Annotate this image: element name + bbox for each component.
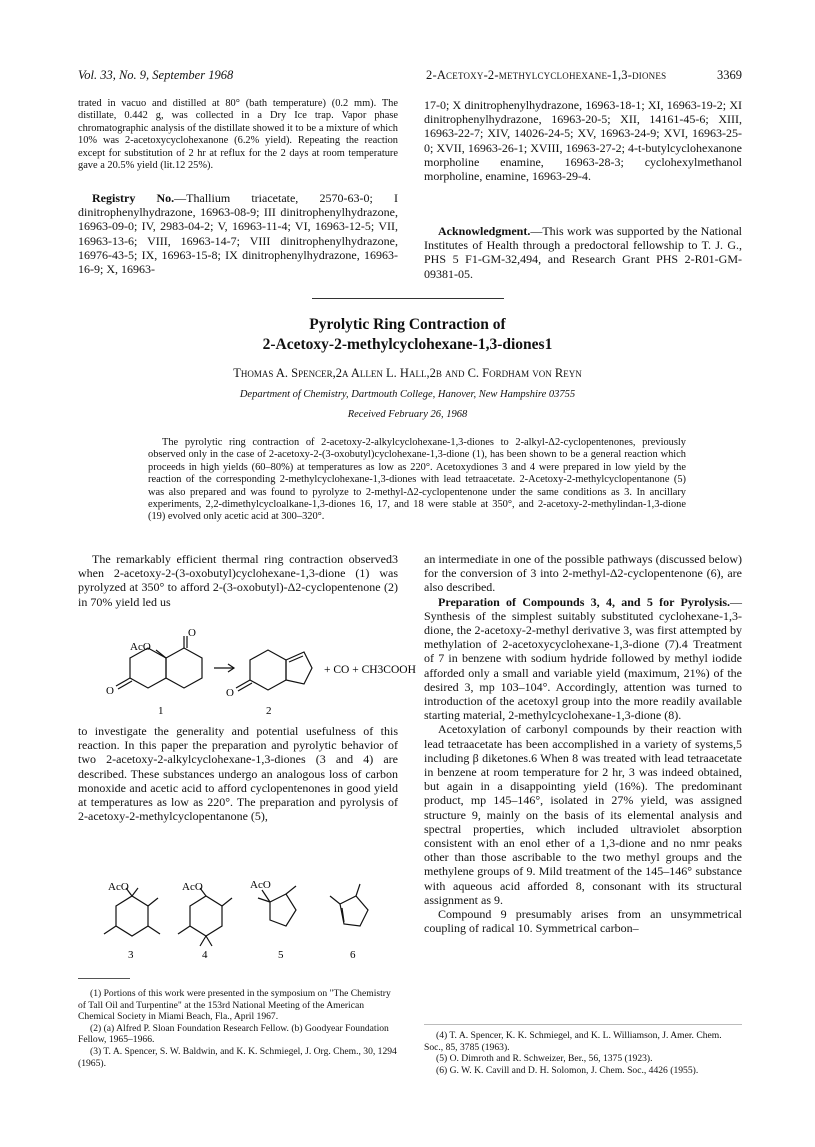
compound-label-2: 2 [266, 705, 272, 717]
scheme1-o-label-2: O [106, 685, 114, 697]
prev-article-text [78, 98, 398, 172]
scheme1-reagents: + CO + CH3COOH [324, 664, 416, 676]
reaction-scheme-2 [90, 880, 390, 960]
body-left-paragraph-2: to investigate the generality and potential usefulness of this reaction. In this paper the preparation and pyrolytic behavior of two 2-acetoxy-2-alkylcyclohexane-1,3-diones (3 and 4) are described. These substances undergo an analogous loss of carbon monoxide and acetic acid to afford cyclopentenones in good yield at temperatures as low as 220°. The preparation and pyrolysis of 2-acetoxy-2-methylcyclopentanone (5), [78, 724, 398, 824]
compound4-aco: AcO [182, 881, 203, 893]
compound-label-3: 3 [128, 949, 134, 961]
registry-continued [424, 98, 742, 183]
compound-label-1: 1 [158, 705, 164, 717]
compound5-aco: AcO [250, 879, 271, 891]
footnote-5: (5) O. Dimroth and R. Schweizer, Ber., 56, 1375 (1923). [436, 1053, 653, 1065]
scheme1-o-label: O [188, 627, 196, 639]
footnotes-left [78, 988, 398, 1069]
footnotes-right [424, 1030, 742, 1076]
acknowledgment-text: —This work was supported by the National Institutes of Health through a predoctoral fellowship to T. J. G., PHS 5 F1-GM-32,494, and Research Grant PHS 2-R01-GM-09381-05. [424, 224, 742, 281]
running-header-title: 2-Acetoxy-2-methylcyclohexane-1,3-diones [426, 68, 667, 82]
footnote-rule-right [424, 1024, 742, 1025]
scheme1-aco-label: AcO [130, 641, 151, 653]
compound3-aco: AcO [108, 881, 129, 893]
reaction-scheme-1 [90, 627, 416, 718]
body-right-paragraph-4: Compound 9 presumably arises from an unsymmetrical coupling of radical 10. Symmetrical carbon– [424, 907, 742, 936]
registry-text: —Thallium triacetate, 2570-63-0; I dinitrophenylhydrazone, 16963-08-9; III dinitrophenylhydrazone, 16963-09-0; IV, 2983-04-2; V, 16963-11-4; VI, 16963-12-5; VII, 16963-13-6; VIII, 16963-14-7; VIII dinitrophenylhydrazone, 16976-43-5; IX, 16963-15-8; IX dinitrophenylhydrazone, 16963-16-9; X, 16963- [78, 191, 398, 277]
abstract-text: The pyrolytic ring contraction of 2-acetoxy-2-alkylcyclohexane-1,3-diones to 2-alkyl-Δ2-cyclopentenones, previously observed only in the case of 2-acetoxy-2-(3-oxobutyl)cyclohexane-1,3-dione (1), has been shown to be a general reaction which proceeds in high yields (60–80%) at temperatures as low as 220°. Acetoxydiones 3 and 4 were prepared in low yield by the reaction of the corresponding 2-methylcyclohexane-1,3-diones with lead tetraacetate. 2-Acetoxy-2-methylcyclopentanone (5) was also prepared and was found to pyrolyze to 2-methyl-Δ2-cyclopentenone under the same conditions as 3. In ancillary experiments, 2,2-dimethylcycloalkane-1,3-diones 16, 17, and 18 were stable at 350°, and 2-acetoxy-2-methylindan-1,3-dione (19) evolved only acetic acid at 300–320°. [148, 437, 686, 523]
footnote-3: (3) T. A. Spencer, S. W. Baldwin, and K. K. Schmiegel, J. Org. Chem., 30, 1294 (1965). [78, 1045, 397, 1069]
compound-label-4: 4 [202, 949, 208, 961]
article-title-line2: 2-Acetoxy-2-methylcyclohexane-1,3-diones1 [262, 336, 553, 353]
section-text: —Synthesis of the simplest suitably substituted cyclohexane-1,3-dione, the 2-acetoxy-2-methyl derivative 3, was first attempted by methylation of 2-acetoxycyclohexane-1,3-dione (7).4 Treatment of 7 in benzene with sodium hydride followed by methyl iodide afforded only a small and variable yield (maximum, 21%) of the desired 3, mp 103–104°. Accordingly, attention was turned to introduction of the acetoxyl group into the more readily available starting material, 2-methylcyclohexane-1,3-dione (8). [424, 594, 742, 723]
registry-block [78, 191, 398, 276]
footnote-rule [78, 978, 130, 979]
article-authors: Thomas A. Spencer,2a Allen L. Hall,2b and C. Fordham von Reyn [233, 366, 582, 380]
prev-article-paragraph: trated in vacuo and distilled at 80° (bath temperature) (0.2 mm). The distillate, 0.442 g, was collected in a Dry Ice trap. Vapor phase chromatographic analysis of the distillate showed it to be a mixture of which 10% was 2-acetoxycyclohexanone (6.2% yield). Repeating the reaction except for substitution of 2 hr at reflux for the 2 days at room temperature gave a 20.5% yield (lit.12 25%). [78, 98, 398, 172]
running-header-left: Vol. 33, No. 9, September 1968 [78, 68, 234, 82]
body-right-paragraph-3: Acetoxylation of carbonyl compounds by their reaction with lead tetraacetate has been accomplished in a variety of systems,5 including β diketones.6 When 8 was treated with lead tetraacetate in benzene at room temperature for 2 hr, 3 was indeed obtained, but again in a disappointing yield (16%). The predominant product, mp 145–146°, isolated in 27% yield, was assigned structure 9, mainly on the basis of its elemental analysis and spectral properties, which included ultraviolet absorption consistent with an enol ether of a 1,3-dione and no nmr peaks other than those ascribable to the two methyl groups and the methylene groups of 9. Mild treatment of the 145–146° substance with aqueous acid afforded 8, consonant with its structural assignment as 9. [424, 722, 742, 907]
running-header-right [426, 68, 742, 83]
page-number: 3369 [717, 68, 742, 82]
compound-label-5: 5 [278, 949, 284, 961]
abstract [148, 437, 686, 524]
body-right [424, 552, 742, 935]
section-heading: Preparation of Compounds 3, 4, and 5 for Pyrolysis. [438, 594, 730, 609]
article-separator [312, 298, 504, 299]
compound-label-6: 6 [350, 949, 356, 961]
body-left-continued [78, 724, 398, 823]
acknowledgment-label: Acknowledgment. [438, 224, 531, 238]
body-left-paragraph-1: The remarkably efficient thermal ring contraction observed3 when 2-acetoxy-2-(3-oxobutyl)cyclohexane-1,3-dione (1) was pyrolyzed at 350° to afford 2-(3-oxobutyl)-Δ2-cyclopentenone (2) in 70% yield led us [78, 552, 398, 609]
scheme2-o-label: O [226, 687, 234, 699]
footnote-1: (1) Portions of this work were presented in the symposium on "The Chemistry of Tall Oil and Turpentine" at the 153rd National Meeting of the American Chemical Society in Miami Beach, Fla., April 1967. [78, 988, 391, 1023]
body-right-paragraph-1: an intermediate in one of the possible pathways (discussed below) for the conversion of 3 into 2-methyl-Δ2-cyclopentenone (6), are also described. [424, 552, 742, 595]
footnote-2: (2) (a) Alfred P. Sloan Foundation Research Fellow. (b) Goodyear Foundation Fellow, 1965–1966. [78, 1022, 389, 1046]
body-left-intro [78, 552, 398, 609]
acknowledgment-block [424, 224, 742, 281]
article-affiliation: Department of Chemistry, Dartmouth College, Hanover, New Hampshire 03755 [239, 389, 576, 400]
article-received: Received February 26, 1968 [347, 409, 468, 420]
footnote-6: (6) G. W. K. Cavill and D. H. Solomon, J. Chem. Soc., 4426 (1955). [436, 1064, 699, 1076]
article-title [0, 315, 815, 355]
article-title-line1: Pyrolytic Ring Contraction of [309, 316, 506, 333]
registry-label: Registry No. [92, 191, 175, 205]
registry-continued-text: 17-0; X dinitrophenylhydrazone, 16963-18-1; XI, 16963-19-2; XI dinitrophenylhydrazone, 16963-20-5; XII, 14161-45-6; XIII, 16963-22-7; XIV, 14026-24-5; XV, 16963-24-9; XVI, 16963-25-0; XVII, 16963-26-1; XVIII, 16963-27-2; 4-t-butylcyclohexanone morpholine enamine, 16963-28-3; cyclohexylmethanol morpholine, enamine, 16963-29-4. [424, 98, 742, 184]
footnote-4: (4) T. A. Spencer, K. K. Schmiegel, and K. L. Williamson, J. Amer. Chem. Soc., 85, 3785 (1963). [424, 1030, 722, 1053]
